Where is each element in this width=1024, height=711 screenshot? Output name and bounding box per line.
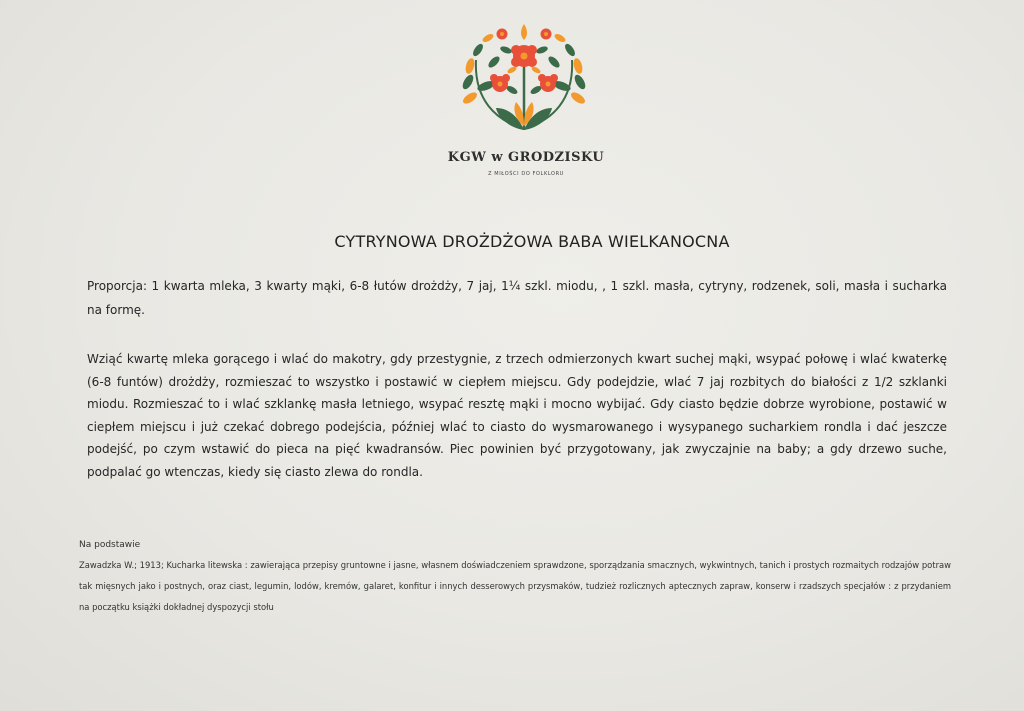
organization-name: KGW w GRODZISKU xyxy=(447,150,605,165)
recipe-title: CYTRYNOWA DROŻDŻOWA BABA WIELKANOCNA xyxy=(334,232,730,251)
folk-flower-wreath-icon xyxy=(456,20,592,140)
source-heading: Na podstawie xyxy=(79,540,141,550)
source-citation: Zawadzka W.; 1913; Kucharka litewska : zawierająca przepisy gruntowne i jasne, własnem doświadczeniem sprawdzone, sporządzania smacznych, wykwintnych, tanich i prostych rozmaitych rodzajów potraw tak mięsnych jako i postnych, oraz ciast, legumin, lodów, kremów, galaret, konfitur i innych desserowych przysmaków, tudzież rozlicznych aptecznych zapraw, konserw i rzadszych specjałów : z przydaniem na początku książki dokładnej dyspozycji stołu xyxy=(79,560,951,612)
recipe-instructions: Wziąć kwartę mleka gorącego i wlać do makotry, gdy przestygnie, z trzech odmierzonych kwart suchej mąki, wsypać połowę i wlać kwaterkę (6-8 funtów) drożdży, rozmieszać to wszystko i postawić w ciepłem miejscu. Gdy podejdzie, wlać 7 jaj rozbitych do białości z 1/2 szklanki miodu. Rozmieszać to i wlać szklankę masła letniego, wsypać resztę mąki i mocno wybijać. Gdy ciasto będzie dobrze wyrobione, postawić w ciepłem miejscu i już czekać dobrego podejścia, później wlać to ciasto do wysmarowanego i wysypanego sucharkiem rondla i dać jeszcze podejść, po czym wstawić do pieca na pięć kwadransów. Piec powinien być przygotowany, jak zwyczajnie na baby; a gdy drzewo suche, podpalać go wtenczas, kiedy się ciasto zlewa do rondla. xyxy=(87,352,947,479)
recipe-proportion: Proporcja: 1 kwarta mleka, 3 kwarty mąki, 6-8 łutów drożdży, 7 jaj, 1¼ szkl. miodu, , 1 szkl. masła, cytryny, rodzenek, soli, masła i sucharka na formę. xyxy=(87,279,947,317)
organization-tagline: Z MIŁOŚCI DO FOLKLORU xyxy=(488,171,564,177)
